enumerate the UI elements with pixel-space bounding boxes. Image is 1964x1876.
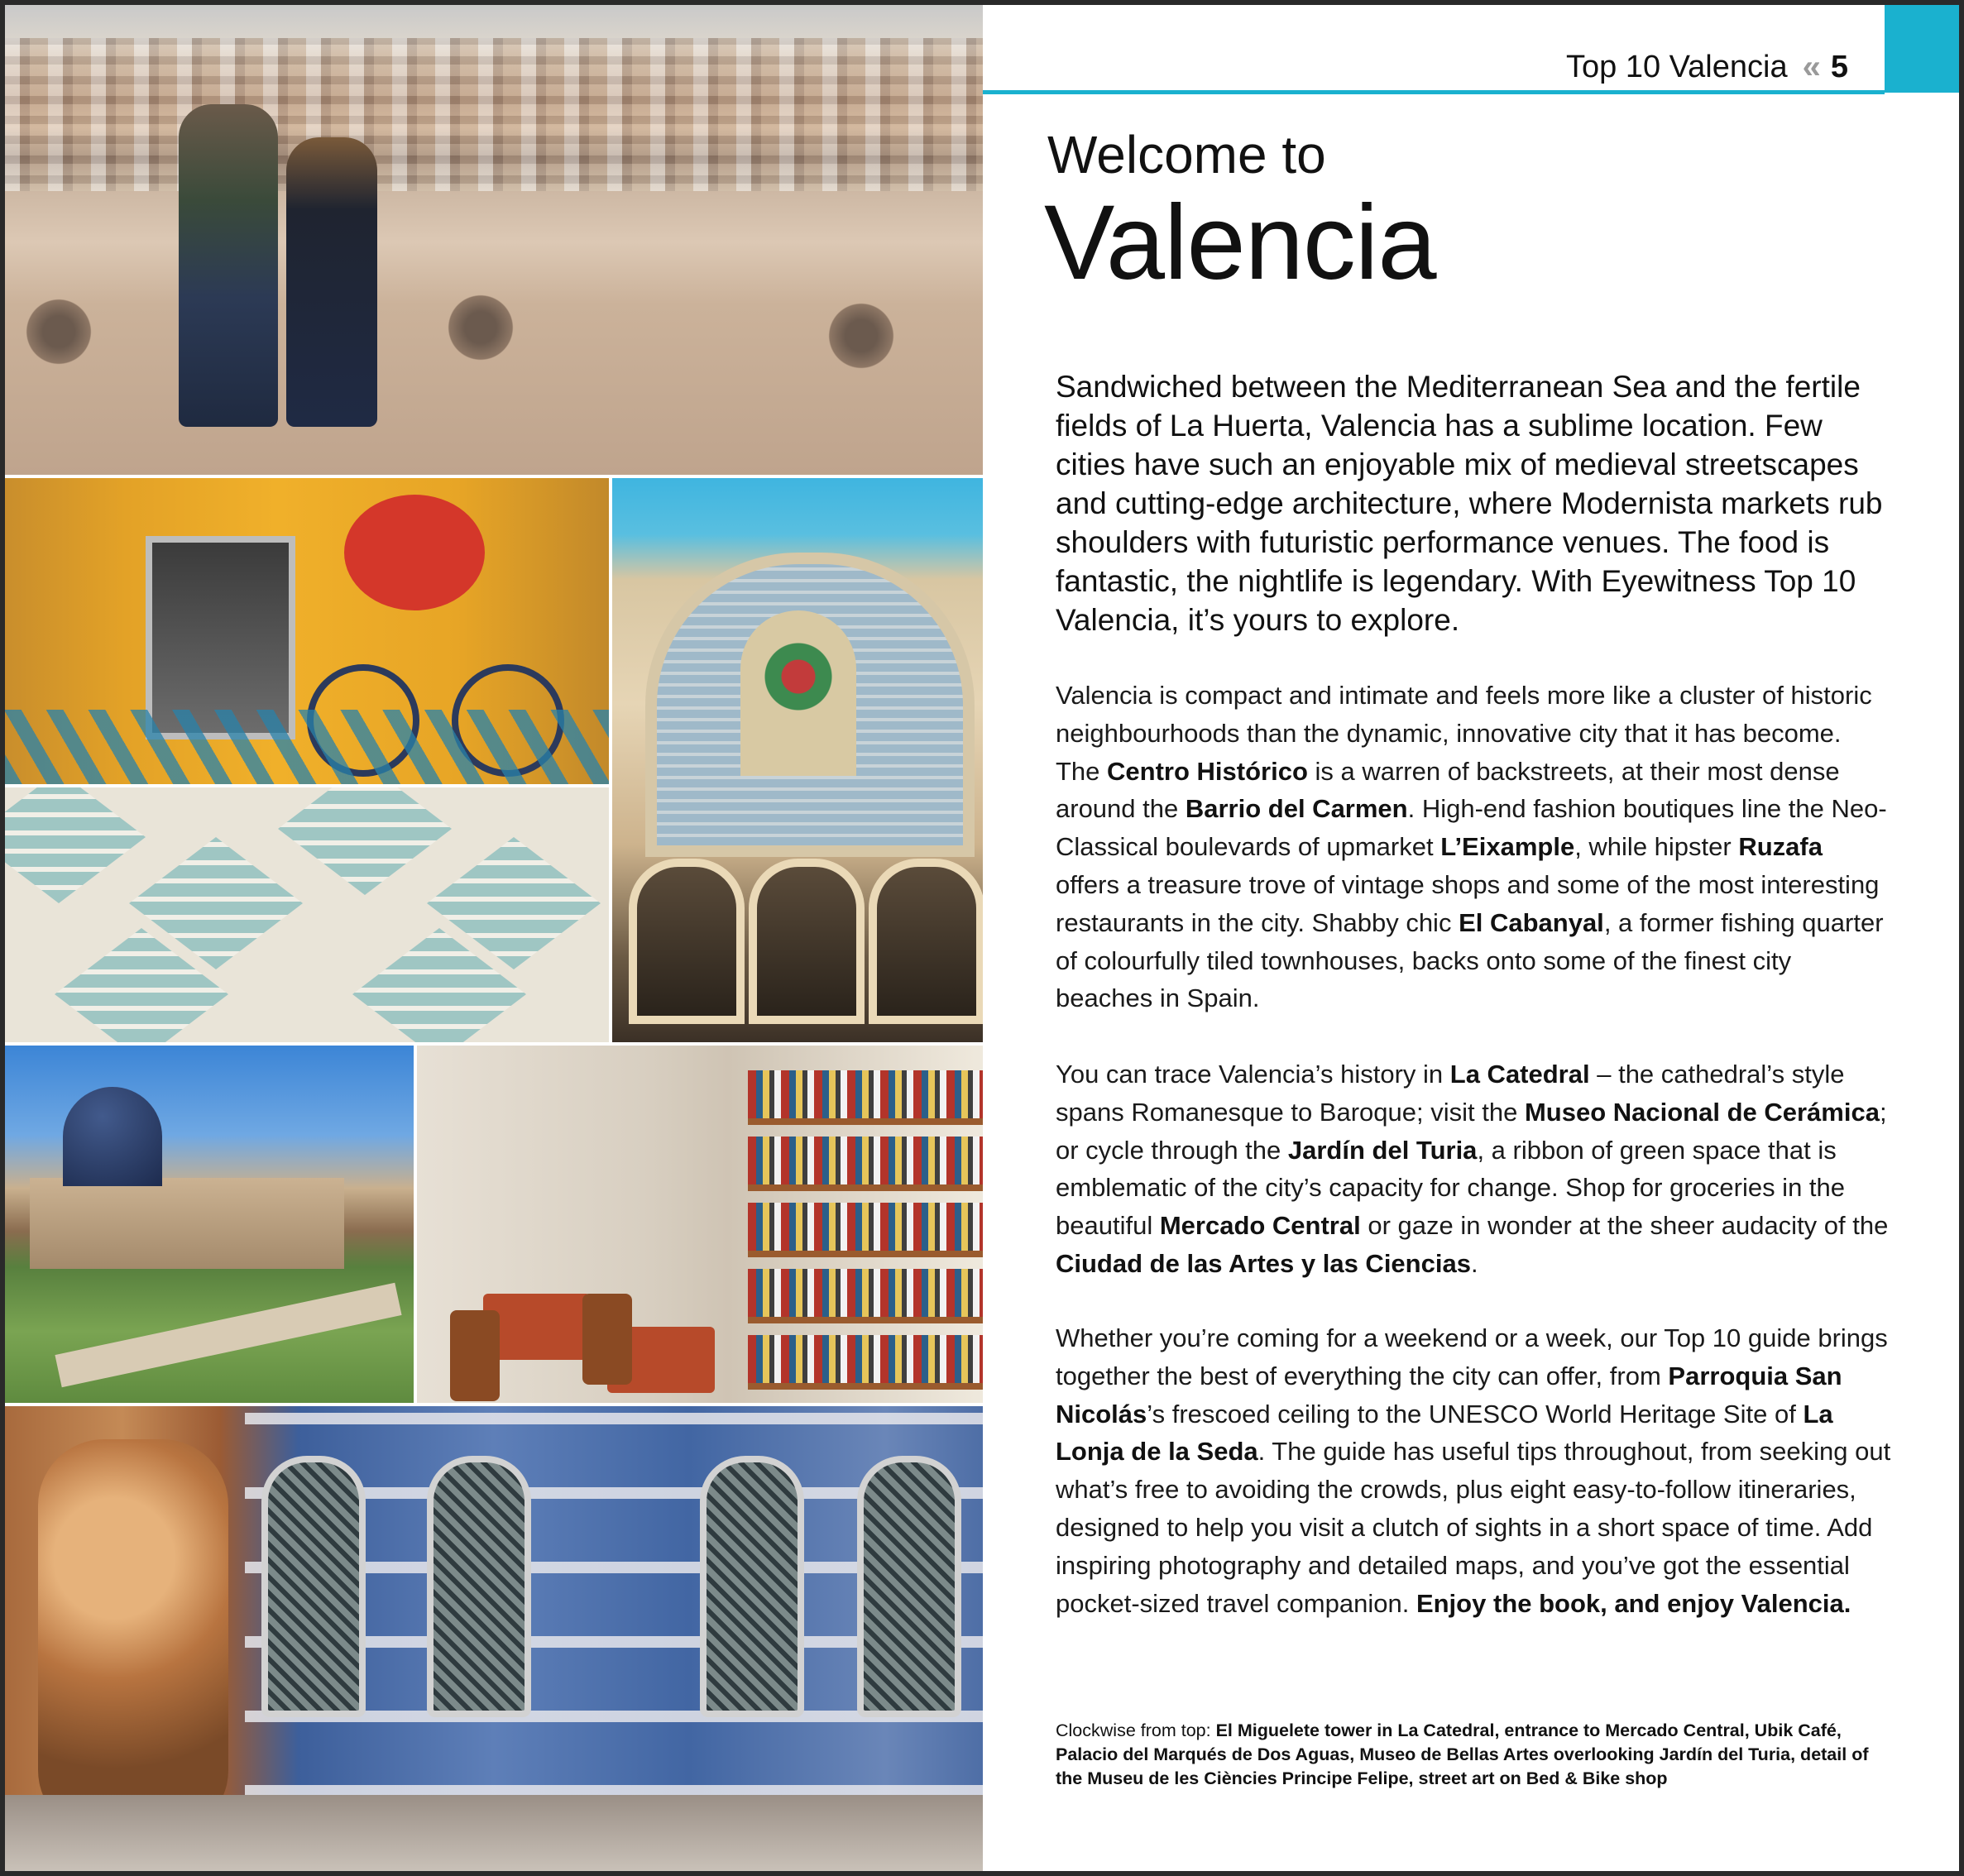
mural-leaves — [5, 710, 609, 784]
caption-text: El Miguelete tower in La Catedral, entrance to Mercado Central, Ubik Café, Palacio del Marqués de Dos Aguas, Museo de Bellas Artes overlooking Jardín del Turia, detail of the Museu de les Ciències Principe Felipe, street art on Bed & Bike shop — [1056, 1720, 1869, 1788]
place-name: Museo Nacional de Cerámica — [1524, 1097, 1880, 1127]
caption-lead: Clockwise from top: — [1056, 1720, 1216, 1740]
chevron-left-icon: « — [1802, 49, 1816, 85]
place-name: La Lonja de la Seda — [1056, 1399, 1833, 1467]
quatrefoil-opening — [443, 290, 518, 365]
wet-pavement — [5, 1795, 983, 1871]
text-run: is a warren of backstreets, at their most dense around the — [1056, 756, 1840, 824]
museum-building — [30, 1178, 344, 1269]
photo-mercado-central — [612, 478, 983, 1042]
section-tab — [1885, 5, 1959, 93]
alabaster-portal — [38, 1439, 228, 1836]
body-paragraph — [1056, 1055, 1891, 1283]
place-name: Barrio del Carmen — [1185, 794, 1408, 824]
window-grille — [857, 1456, 961, 1717]
bookshelf — [748, 1137, 983, 1191]
place-name: L’Eixample — [1440, 832, 1575, 862]
closing-line: Enjoy the book, and enjoy Valencia. — [1416, 1588, 1851, 1618]
place-name: Jardín del Turia — [1287, 1135, 1478, 1165]
mural-girl — [344, 495, 485, 610]
photo-caption — [1056, 1719, 1891, 1791]
museum-dome — [63, 1087, 162, 1186]
body-paragraph — [1056, 1319, 1891, 1622]
city-rooftops — [5, 38, 983, 203]
market-entrance-arch — [869, 859, 983, 1024]
window-grille — [700, 1456, 804, 1717]
photo-bed-and-bike-street-art — [5, 478, 609, 784]
window-grille — [261, 1456, 366, 1717]
text-run: ’s frescoed ceiling to the UNESCO World Heritage Site of — [1147, 1399, 1804, 1429]
market-entrance-arch — [629, 859, 745, 1024]
bookshelf — [748, 1070, 983, 1125]
bookshelf — [748, 1269, 983, 1323]
text-run: – the cathedral’s style spans Romanesque to Baroque; visit the — [1056, 1060, 1845, 1127]
photo-ubik-cafe — [417, 1046, 983, 1403]
text-run: or gaze in wonder at the sheer audacity of the — [1360, 1211, 1889, 1241]
page-number: 5 — [1830, 50, 1848, 84]
header-rule — [983, 90, 1885, 94]
title-welcome: Welcome to — [1047, 125, 1326, 184]
market-entrance-arch — [749, 859, 865, 1024]
cafe-chair — [582, 1294, 632, 1385]
text-run: ; or cycle through the — [1056, 1097, 1887, 1165]
place-name: Ciudad de las Artes y las Ciencias — [1056, 1248, 1471, 1278]
title-city: Valencia — [1044, 184, 1436, 302]
text-run: , a former fishing quarter of colourfully tiled townhouses, backs onto some of the finest city beaches in Spain. — [1056, 907, 1884, 1013]
text-run: offers a treasure trove of vintage shops and some of the most interesting restaurants in the city. Shabby chic — [1056, 869, 1880, 937]
photo-collage — [5, 5, 983, 1871]
place-name: Mercado Central — [1159, 1211, 1361, 1241]
photo-museo-bellas-artes-turia — [5, 1046, 414, 1403]
window-grille — [427, 1456, 531, 1717]
glass-panel — [278, 787, 452, 895]
garden-path — [55, 1283, 401, 1387]
photo-museu-de-les-ciencies — [5, 787, 609, 1042]
place-name: El Cabanyal — [1459, 907, 1604, 937]
running-head-title: Top 10 Valencia — [1566, 50, 1788, 84]
text-run: . High-end fashion boutiques line the Neo-Classical boulevards of upmarket — [1056, 794, 1887, 862]
photo-miguelete-tower-view — [5, 5, 983, 475]
intro-paragraph: Sandwiched between the Mediterranean Sea and the fertile fields of La Huerta, Valencia has a sublime location. Few cities have such an enjoyable mix of medieval streetscapes and cutting-edge architecture, where Modernista markets rub shoulders with futuristic performance venues. The food is fantastic, the nightlife is legendary. With Eyewitness Top 10 Valencia, it’s yours to explore. — [1056, 370, 1883, 637]
bookshelf — [748, 1203, 983, 1257]
text-run: . — [1470, 1248, 1478, 1278]
place-name: Ruzafa — [1738, 832, 1823, 862]
text-run: , a ribbon of green space that is emblematic of the city’s capacity for change. Shop for groceries in the beautiful — [1056, 1135, 1846, 1241]
place-name: La Catedral — [1449, 1060, 1590, 1089]
bookshelf — [748, 1335, 983, 1390]
glass-panel — [5, 787, 146, 903]
text-run: , while hipster — [1574, 832, 1739, 862]
photo-palacio-marques-dos-aguas — [5, 1406, 983, 1871]
place-name: Parroquia San Nicolás — [1056, 1361, 1842, 1429]
place-name: Centro Histórico — [1107, 756, 1308, 786]
visitor-woman — [286, 137, 377, 427]
text-run: Valencia is compact and intimate and feels more like a cluster of historic neighbourhoods than the dynamic, innovative city that it has become. The — [1056, 681, 1872, 786]
cafe-chair — [450, 1310, 500, 1401]
quatrefoil-opening — [22, 294, 96, 369]
stained-glass-window — [740, 610, 856, 776]
running-head — [1566, 46, 1848, 88]
text-run: You can trace Valencia’s history in — [1056, 1060, 1450, 1089]
text-run: . The guide has useful tips throughout, from seeking out what’s free to avoiding the crowds, plus eight easy-to-follow itineraries, designed to help you visit a clutch of sights in a short space of time. Add inspiring photography and detailed maps, and you’ve got the essential pocket-sized travel companion. — [1056, 1437, 1891, 1618]
visitor-man — [179, 104, 278, 427]
body-paragraph — [1056, 677, 1891, 1017]
quatrefoil-opening — [824, 299, 898, 373]
text-run: Whether you’re coming for a weekend or a week, our Top 10 guide brings together the best of everything the city can offer, from — [1056, 1323, 1888, 1390]
